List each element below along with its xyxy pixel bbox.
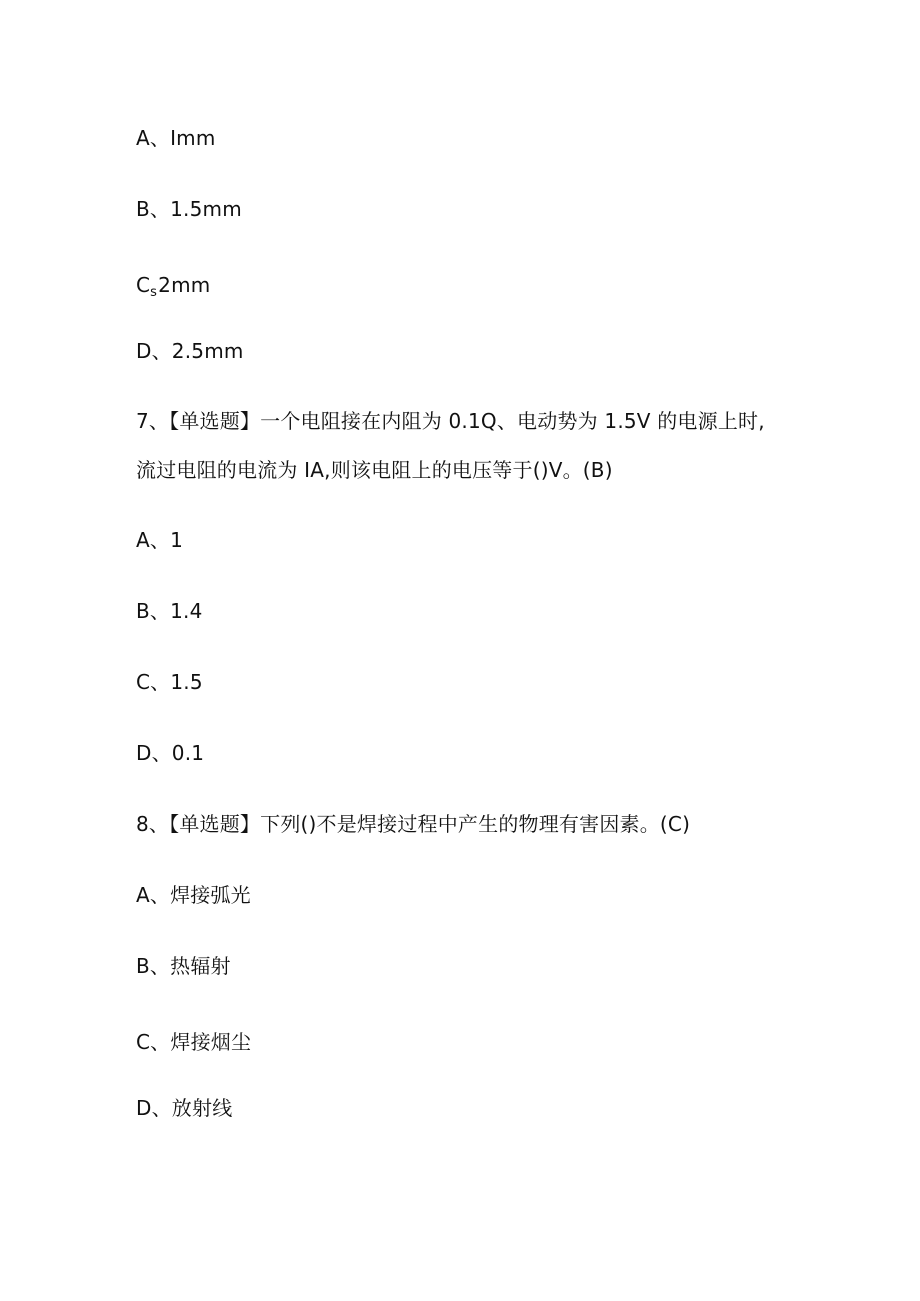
q7-option-a: A、1: [136, 528, 184, 552]
q6-option-b: B、1.5mm: [136, 197, 242, 221]
q7-option-c: C、1.5: [136, 670, 203, 694]
q6-option-a: A、Imm: [136, 126, 216, 150]
q8-option-d: D、放射线: [136, 1096, 233, 1120]
q7-question-line1: 7、【单选题】一个电阻接在内阻为 0.1Q、电动势为 1.5V 的电源上时,: [136, 409, 765, 433]
q8-option-a: A、焊接弧光: [136, 883, 251, 907]
q7-option-b: B、1.4: [136, 599, 203, 623]
q8-option-b: B、热辐射: [136, 954, 231, 978]
q6-option-d: D、2.5mm: [136, 339, 244, 363]
q6-option-c-letter: C: [136, 273, 151, 297]
q6-option-c-value: 2mm: [158, 273, 211, 297]
q7-question-line2: 流过电阻的电流为 IA,则该电阻上的电压等于()V。(B): [136, 458, 613, 482]
q7-option-d: D、0.1: [136, 741, 205, 765]
q8-question-line1: 8、【单选题】下列()不是焊接过程中产生的物理有害因素。(C): [136, 812, 691, 836]
q6-option-c-sub: s: [150, 285, 158, 300]
q8-option-c: C、焊接烟尘: [136, 1030, 252, 1054]
q6-option-c: [136, 271, 210, 307]
